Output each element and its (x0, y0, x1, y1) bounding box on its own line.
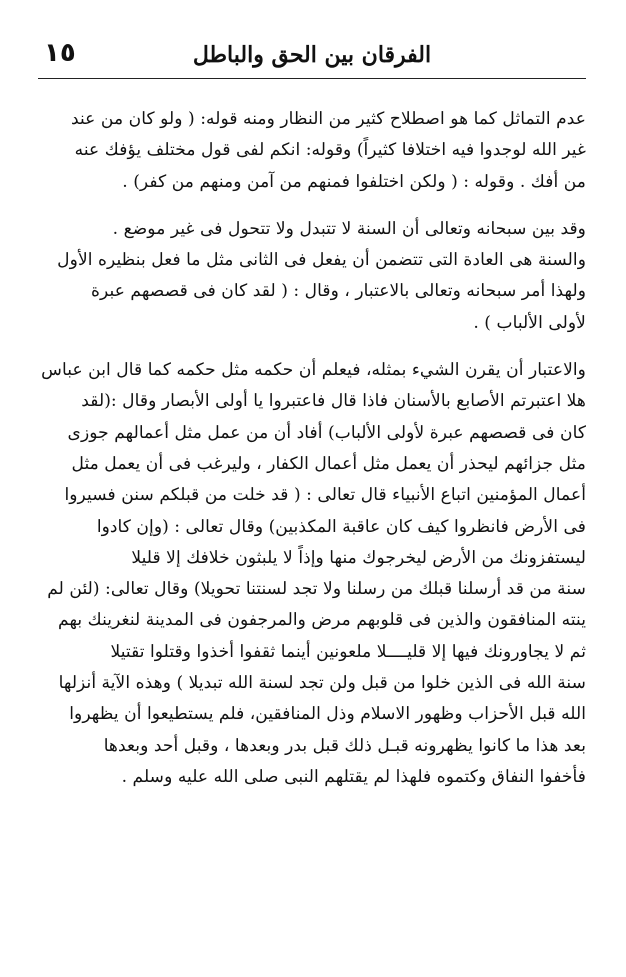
text-line: فأخفوا النفاق وكتموه فلهذا لم يقتلهم النبى صلى الله عليه وسلم . (121, 766, 586, 787)
text-line: هلا اعتبرتم الأصابع بالأسنان فاذا قال فاعتبروا يا أولى الأبصار وقال :(لقد (81, 391, 586, 412)
book-title: الفرقان بين الحق والباطل (192, 42, 432, 68)
text-line: ثم لا يجاورونك فيها إلا قليــــلا ملعونين أينما ثقفوا أخذوا وقتلوا تقتيلا (110, 641, 586, 662)
text-line: ولهذا أمر سبحانه وتعالى بالاعتبار ، وقال : ( لقد كان فى قصصهم عبرة (91, 281, 586, 302)
text-line: من أفك . وقوله : ( ولكن اختلفوا فمنهم من آمن ومنهم من كفر) . (122, 171, 586, 192)
text-line: سنة الله فى الذين خلوا من قبل ولن تجد لسنة الله تبديلا ) وهذه الآية أنزلها (58, 673, 586, 694)
text-line: الله قبل الأحزاب وظهور الاسلام وذل المنافقين، فلم يستطيعوا أن يظهروا (69, 704, 586, 725)
running-head (38, 34, 586, 79)
text-line: لأولى الألباب ) . (473, 312, 586, 333)
paragraph-3 (38, 355, 586, 793)
text-line: أعمال المؤمنين اتباع الأنبياء قال تعالى : ( قد خلت من قبلكم سنن فسيروا (64, 485, 586, 506)
text-line: ينته المنافقون والذين فى قلوبهم مرض والمرجفون فى المدينة لنغرينك بهم (58, 610, 586, 631)
text-line: والاعتبار أن يقرن الشيء بمثله، فيعلم أن حكمه مثل حكمه كما قال ابن عباس (41, 360, 586, 381)
page-number: ١٥ (44, 38, 76, 68)
text-line: غير الله لوجدوا فيه اختلافا كثيراً) وقوله: انكم لفى قول مختلف يؤفك عنه (74, 140, 586, 161)
text-line: وقد بين سبحانه وتعالى أن السنة لا تتبدل ولا تتحول فى غير موضع . (112, 218, 586, 239)
body-text (38, 104, 586, 793)
text-line: كان فى قصصهم عبرة لأولى الألباب) أفاد أن من عمل مثل أعمالهم جوزى (67, 422, 586, 443)
text-line: فى الأرض فانظروا كيف كان عاقبة المكذبين) وقال تعالى : (وإن كادوا (96, 516, 586, 537)
text-line: سنة من قد أرسلنا قبلك من رسلنا ولا تجد لسنتنا تحويلا) وقال تعالى: (لئن لم (47, 579, 586, 600)
text-line: والسنة هى العادة التى تتضمن أن يفعل فى الثانى مثل ما فعل بنظيره الأول (57, 250, 586, 271)
text-line: ليستفزونك من الأرض ليخرجوك منها وإذاً لا يلبثون خلافك إلا قليلا (131, 547, 586, 568)
text-line: مثل جزائهم ليحذر أن يعمل مثل أعمال الكفار ، وليرغب فى أن يعمل مثل (71, 453, 586, 474)
text-line: بعد هذا ما كانوا يظهرونه قبـل ذلك قبل بدر وبعدها ، وقبل أحد وبعدها (103, 735, 586, 756)
text-line: عدم التماثل كما هو اصطلاح كثير من النظار ومنه قوله: ( ولو كان من عند (70, 109, 586, 129)
paragraph-2 (38, 214, 586, 339)
paragraph-1 (38, 104, 586, 198)
